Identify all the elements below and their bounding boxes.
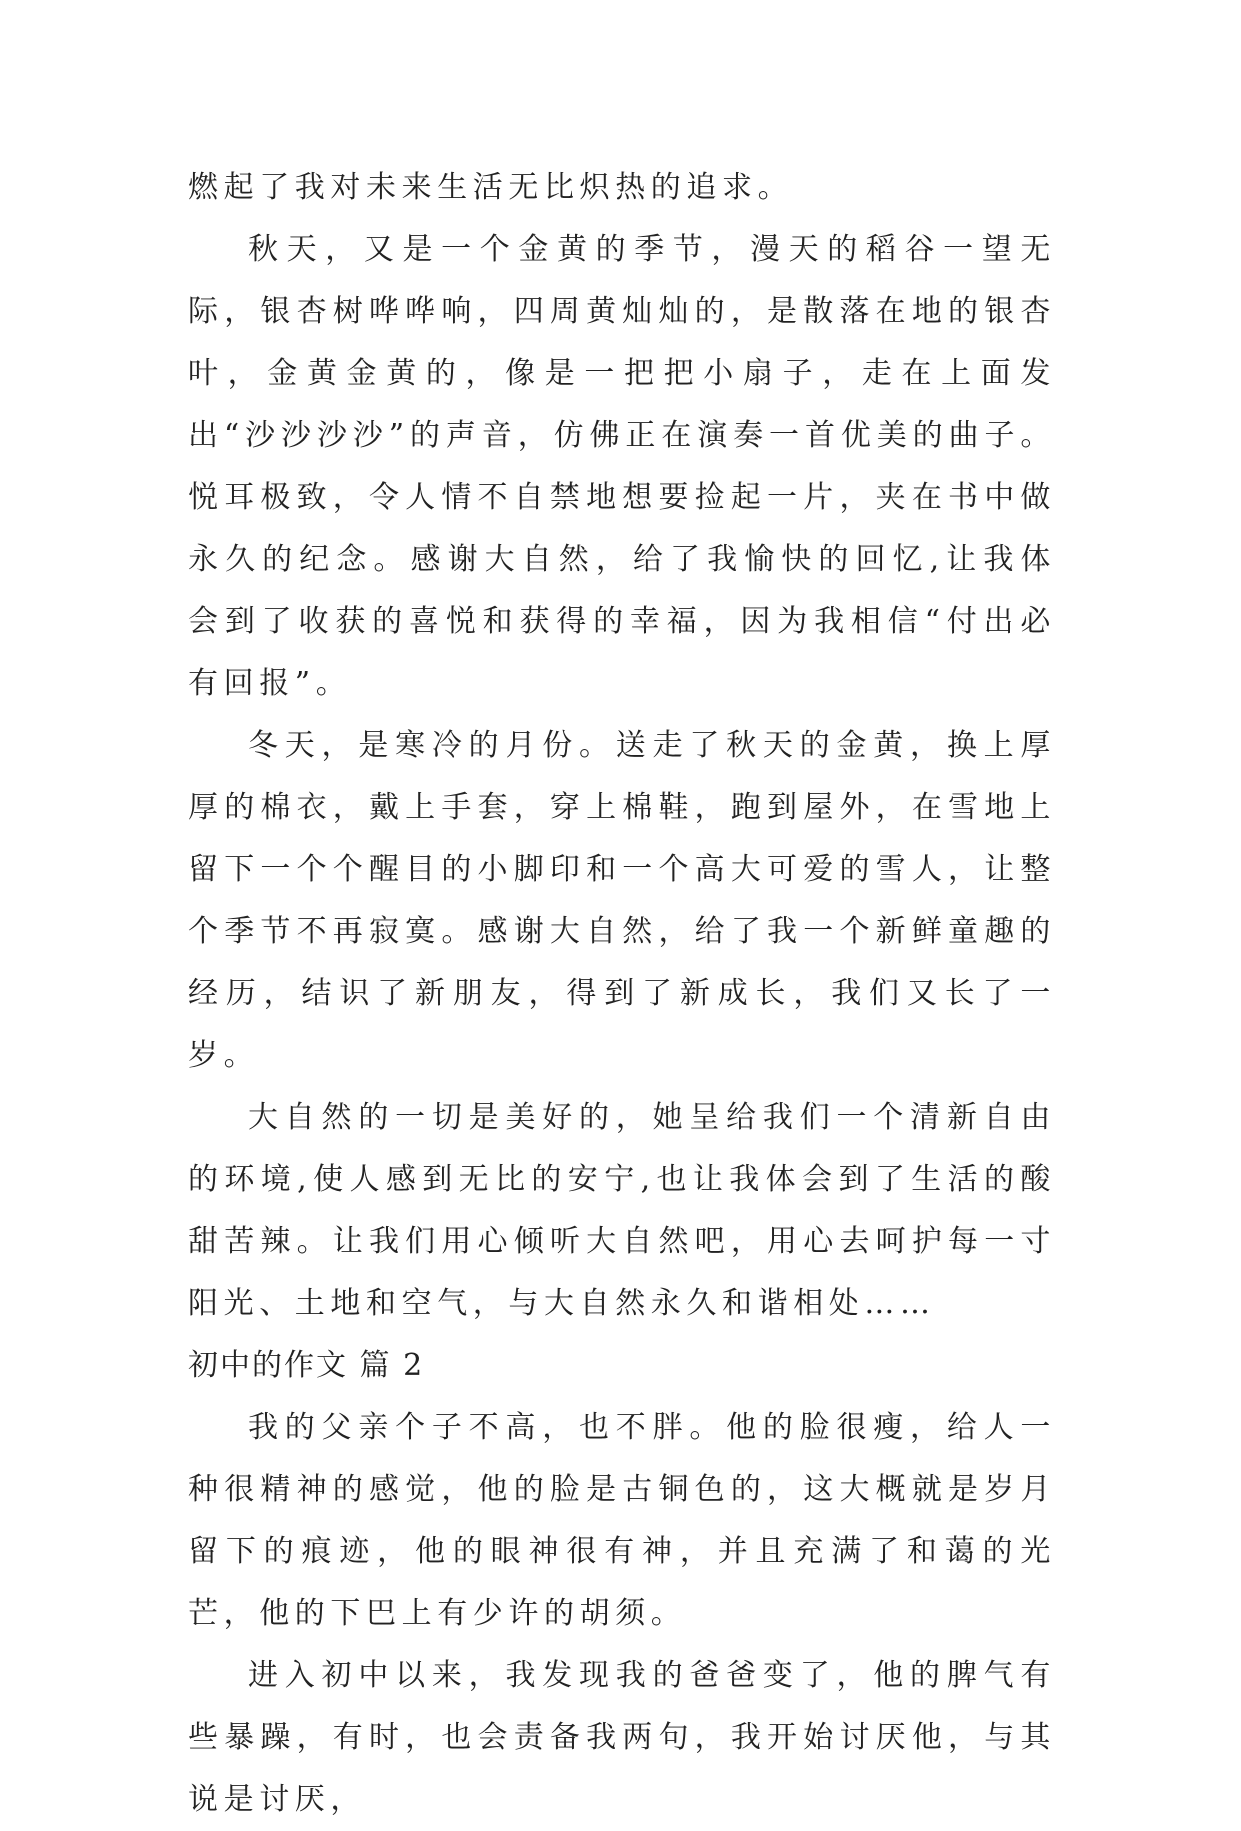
paragraph-continuation: 燃起了我对未来生活无比炽热的追求。 <box>188 170 794 205</box>
paragraph-father-description: 我的父亲个子不高，也不胖。他的脸很瘦，给人一种很精神的感觉，他的脸是古铜色的，这大概就是岁月留下的痕迹，他的眼神很有神，并且充满了和蔼的光芒，他的下巴上有少许的胡须。 <box>188 1410 1056 1631</box>
paragraph-autumn: 秋天，又是一个金黄的季节，漫天的稻谷一望无际，银杏树哗哗响，四周黄灿灿的，是散落在地的银杏叶，金黄金黄的，像是一把把小扇子，走在上面发出“沙沙沙沙”的声音，仿佛正在演奏一首优美的曲子。悦耳极致，令人情不自禁地想要捡起一片，夹在书中做永久的纪念。感谢大自然，给了我愉快的回忆,让我体会到了收获的喜悦和获得的幸福，因为我相信“付出必有回报”。 <box>188 232 1056 701</box>
section-heading: 初中的作文 篇 2 <box>188 1348 425 1383</box>
paragraph-nature-conclusion: 大自然的一切是美好的，她呈给我们一个清新自由的环境,使人感到无比的安宁,也让我体会到了生活的酸甜苦辣。让我们用心倾听大自然吧，用心去呵护每一寸阳光、土地和空气，与大自然永久和谐相处…… <box>188 1100 1056 1321</box>
paragraph-winter: 冬天，是寒冷的月份。送走了秋天的金黄，换上厚厚的棉衣，戴上手套，穿上棉鞋，跑到屋外，在雪地上留下一个个醒目的小脚印和一个高大可爱的雪人，让整个季节不再寂寞。感谢大自然，给了我一个新鲜童趣的经历，结识了新朋友，得到了新成长，我们又长了一岁。 <box>188 728 1056 1073</box>
document-body <box>188 157 1056 1831</box>
paragraph-father-change: 进入初中以来，我发现我的爸爸变了，他的脾气有些暴躁，有时，也会责备我两句，我开始讨厌他，与其说是讨厌， <box>188 1658 1056 1817</box>
